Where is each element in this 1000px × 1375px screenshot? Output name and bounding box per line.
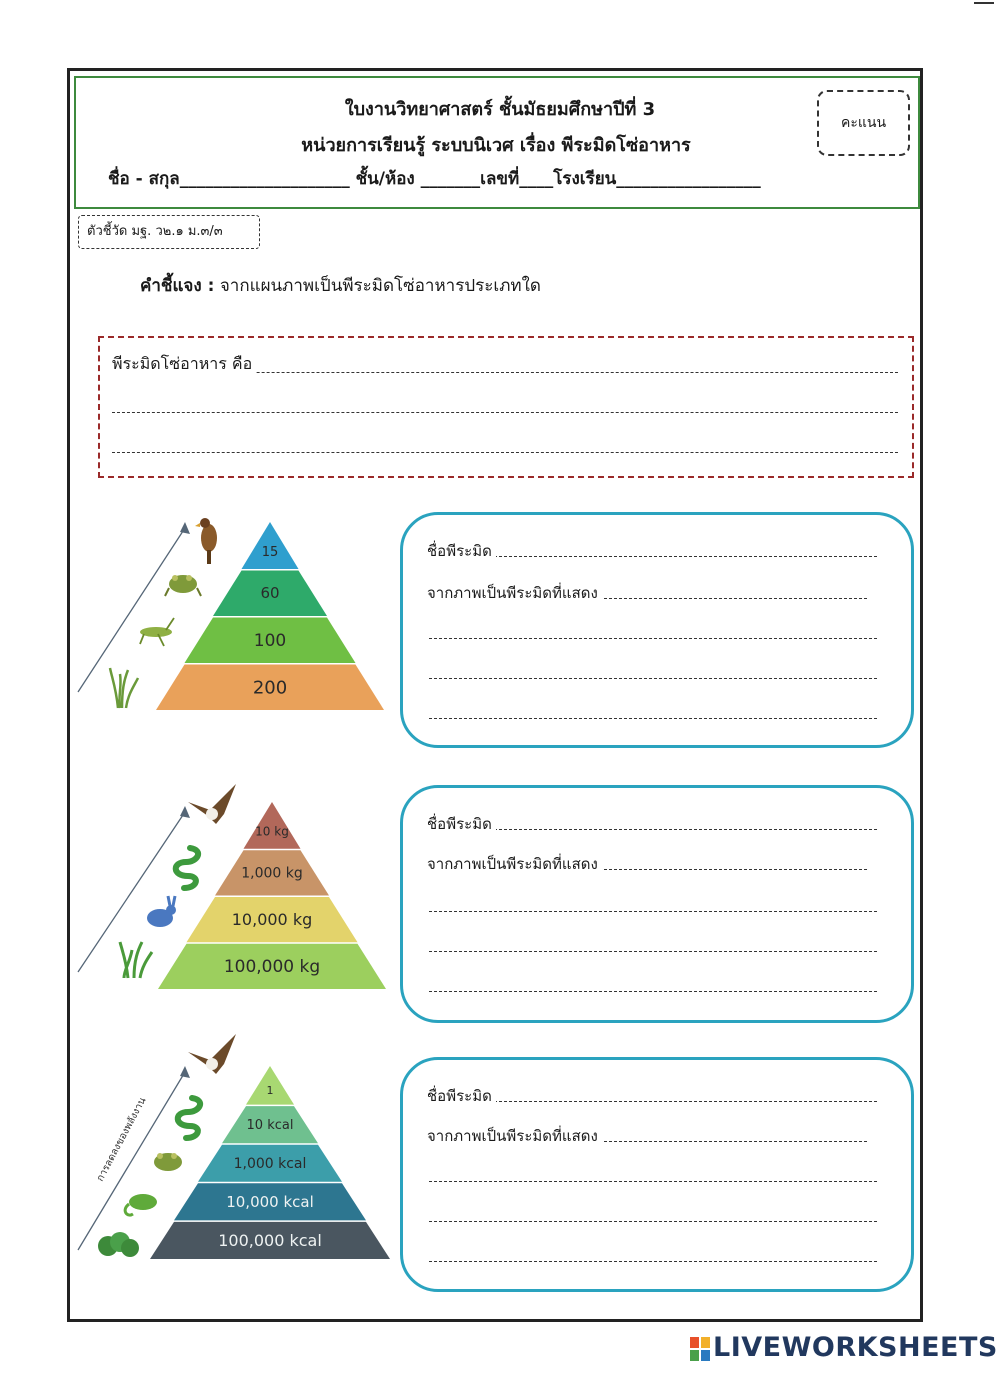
rabbit-icon — [147, 896, 176, 927]
pyramid-level-label: 10 kcal — [246, 1117, 294, 1133]
pyramid-name-label: ชื่อพีระมิด — [427, 812, 496, 836]
pyramid-level-label: 100 — [253, 630, 287, 651]
pyramid-3 — [70, 1032, 400, 1272]
definition-box — [98, 336, 914, 478]
arrow-head — [180, 806, 190, 818]
answer-box-1 — [400, 512, 914, 748]
arrow-line — [78, 528, 185, 692]
pyramid-level-label: 1,000 kg — [241, 865, 303, 882]
answer-line[interactable] — [112, 451, 898, 453]
pyramid-level-label: 200 — [252, 677, 288, 699]
answer-line[interactable] — [429, 677, 877, 679]
answer-box-2 — [400, 785, 914, 1023]
snake-icon — [176, 848, 198, 888]
grasshopper-icon — [140, 618, 174, 646]
score-box — [817, 90, 910, 156]
pyramid-1 — [70, 510, 400, 725]
energy-decrease-label: การลดลงของพลังงาน — [94, 1095, 149, 1184]
footer-brand-text: LIVEWORKSHEETS — [713, 1332, 998, 1363]
student-info-row[interactable]: ชื่อ - สกุล____________________ ชั้น/ห้อง _______เลขที่____โรงเรียน_________________ — [108, 169, 761, 189]
eagle-icon — [188, 1034, 236, 1074]
arrow-head — [180, 522, 190, 534]
answer-line[interactable] — [429, 1100, 877, 1102]
pyramid-level-label: 1,000 kcal — [233, 1155, 307, 1172]
liveworksheets-logo-icon — [690, 1337, 710, 1361]
arrow-line — [78, 812, 185, 972]
vegetable-icon — [98, 1232, 139, 1257]
chameleon-icon — [125, 1194, 157, 1215]
snake-icon — [178, 1098, 200, 1138]
answer-line[interactable] — [112, 411, 898, 413]
pyramid-level-label: 100,000 kg — [223, 957, 321, 978]
frog-icon — [165, 575, 201, 596]
indicator-box: ตัวชี้วัด มฐ. ว๒.๑ ม.๓/๓ — [78, 215, 260, 249]
answer-line[interactable] — [429, 637, 877, 639]
answer-line[interactable] — [429, 1180, 877, 1182]
pyramid-shows-label: จากภาพเป็นพีระมิดที่แสดง — [427, 581, 602, 605]
pyramid-2 — [70, 782, 400, 997]
answer-line[interactable] — [429, 910, 877, 912]
pyramid-level-label: 10,000 kcal — [226, 1192, 314, 1211]
answer-line[interactable] — [429, 828, 877, 830]
pyramid-name-label: ชื่อพีระมิด — [427, 539, 496, 563]
grass-icon — [120, 942, 152, 978]
score-label: คะแนน — [840, 115, 887, 131]
footer-brand — [690, 1332, 998, 1363]
instruction-text: จากแผนภาพเป็นพีระมิดโซ่อาหารประเภทใด — [219, 276, 541, 296]
answer-line[interactable] — [429, 1260, 877, 1262]
grass-icon — [110, 668, 138, 708]
answer-line[interactable] — [429, 1220, 877, 1222]
pyramid-level-label: 10 kg — [255, 824, 289, 839]
answer-line[interactable] — [429, 555, 877, 557]
pyramid-level-label: 60 — [260, 584, 280, 603]
pyramid-level-label: 100,000 kcal — [218, 1230, 322, 1250]
instruction-label: คำชี้แจง : — [140, 276, 215, 296]
arrow-head — [180, 1066, 190, 1078]
worksheet-title: ใบงานวิทยาศาสตร์ ชั้นมัธยมศึกษาปีที่ 3 — [344, 99, 656, 120]
answer-box-3 — [400, 1057, 914, 1292]
pyramid-level-label: 10,000 kg — [231, 909, 313, 929]
hawk-icon — [195, 518, 217, 564]
pyramid-level-label: 1 — [266, 1084, 274, 1098]
answer-line[interactable] — [429, 717, 877, 719]
instruction — [140, 272, 541, 299]
eagle-icon — [188, 784, 236, 824]
pyramid-shows-label: จากภาพเป็นพีระมิดที่แสดง — [427, 1124, 602, 1148]
corner-mark — [974, 2, 994, 4]
pyramid-name-label: ชื่อพีระมิด — [427, 1084, 496, 1108]
frog-icon — [154, 1153, 182, 1171]
definition-label: พีระมิดโซ่อาหาร คือ — [112, 352, 256, 377]
answer-line[interactable] — [429, 990, 877, 992]
pyramid-level-label: 15 — [261, 545, 279, 561]
worksheet-subtitle: หน่วยการเรียนรู้ ระบบนิเวศ เรื่อง พีระมิดโซ่อาหาร — [301, 135, 691, 156]
answer-line[interactable] — [429, 950, 877, 952]
pyramid-shows-label: จากภาพเป็นพีระมิดที่แสดง — [427, 852, 602, 876]
